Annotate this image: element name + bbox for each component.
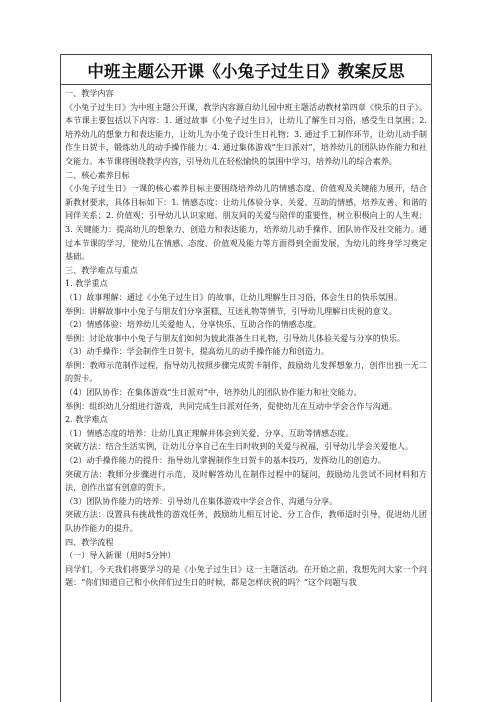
paragraph: （一）导入新课（用时5分钟） [65, 550, 176, 561]
section-heading: 1. 教学重点 [65, 278, 108, 289]
paragraph: 突破方法：结合生活实例，让幼儿分享自己在生日时收到的关爱与祝福，引导幼儿学会关爱他人。 [65, 441, 414, 452]
document-title: 中班主题公开课《小兔子过生日》教案反思 [87, 61, 405, 81]
section-heading: 一、教学内容 [65, 88, 114, 98]
paragraph: 突破方法：设置具有挑战性的游戏任务，鼓励幼儿相互讨论、分工合作，教师适时引导，促进幼儿团队协作能力的提升。 [65, 509, 427, 533]
section-heading: 2. 教学难点 [65, 414, 108, 425]
title-cell [61, 55, 431, 85]
paragraph: 同学们，今天我们将要学习的是《小兔子过生日》这一主题活动。在开始之前，我想先问大家一个问题：“你们知道自己和小伙伴们过生日的时候，都是怎样庆祝的吗？”这个问题与我 [65, 563, 427, 588]
paragraph: 举例：讲解故事中小兔子与朋友们分享蛋糕、互送礼物等情节，引导幼儿理解日庆祝的意义。 [65, 305, 397, 316]
paragraph: 举例：讨论故事中小兔子与朋友们如何为彼此准备生日礼物，引导幼儿体验关爱与分享的快乐。 [65, 332, 405, 343]
document-table [60, 54, 432, 702]
paragraph: （1）故事理解：通过《小兔子过生日》的故事，让幼儿理解生日习俗，体会生日的快乐氛围。 [65, 291, 402, 302]
paragraph: 《小兔子过生日》一课的核心素养目标主要围绕培养幼儿的情感态度、价值观及关键能力展开，结合新教材要求，具体目标如下：1. 情感态度：让幼儿体验分享、关爱、互助的情感，培养友善、和谐的同伴关系；2. 价值观：引导幼儿认识家庭、朋友间的关爱与陪伴的重要性，树立积极向上的人生观；3. 关键能力：提高幼儿的想象力、创造力和表达能力，培养幼儿动手操作、团队协作及社交能力。通过本节课的学习，使幼儿在情感、态度、价值观及能力等方面得到全面发展，为幼儿的终身学习奠定基础。 [65, 183, 427, 262]
paragraph: （3）团队协作能力的培养：引导幼儿在集体游戏中学会合作、沟通与分享。 [65, 495, 338, 506]
paragraph: 举例：组织幼儿分组进行游戏，共同完成生日派对任务，促使幼儿在互动中学会合作与沟通。 [65, 400, 397, 411]
paragraph: （1）情感态度的培养：让幼儿真正理解并体会到关爱、分享、互助等情感态度。 [65, 427, 354, 438]
document-body [61, 85, 431, 590]
paragraph: 突破方法：教师分步骤进行示范，及时解答幼儿在制作过程中的疑问，鼓励幼儿尝试不同材料和方法，创作出富有创意的贺卡。 [65, 468, 427, 493]
paragraph: （3）动手操作：学会制作生日贺卡，提高幼儿的动手操作能力和创造力。 [65, 346, 330, 357]
section-heading: 四、教学流程 [65, 536, 114, 547]
section-heading: 三、教学难点与重点 [65, 264, 138, 275]
paragraph: 举例：教师示范制作过程，指导幼儿按照步骤完成贺卡制作，鼓励幼儿发挥想象力，创作出独一无二的贺卡。 [65, 359, 427, 384]
paragraph: （2）动手操作能力的提升：指导幼儿掌握制作生日贺卡的基本技巧，发挥幼儿的创造力。 [65, 455, 386, 466]
paragraph: （2）情感体验：培养幼儿关爱他人、分享快乐、互助合作的情感态度。 [65, 319, 322, 330]
paragraph: 《小兔子过生日》为中班主题公开课，教学内容源自幼儿园中班主题活动教材第四章《快乐的日子》。本节课主要包括以下内容：1. 通过故事《小兔子过生日》，让幼儿了解生日习俗，感受生日氛围；2. 培养幼儿的想象力和表达能力，让幼儿为小兔子设计生日礼物；3. 通过手工制作环节，让幼儿动手制作生日贺卡，锻炼幼儿的动手操作能力；4. 通过集体游戏“生日派对”，培养幼儿的团队协作能力和社交能力。本节课将围绕教学内容，引导幼儿在轻松愉快的氛围中学习，培养幼儿的综合素养。 [65, 101, 427, 166]
paragraph: （4）团队协作：在集体游戏“生日派对”中，培养幼儿的团队协作能力和社交能力。 [65, 387, 362, 398]
section-heading: 二、核心素养目标 [65, 169, 130, 180]
